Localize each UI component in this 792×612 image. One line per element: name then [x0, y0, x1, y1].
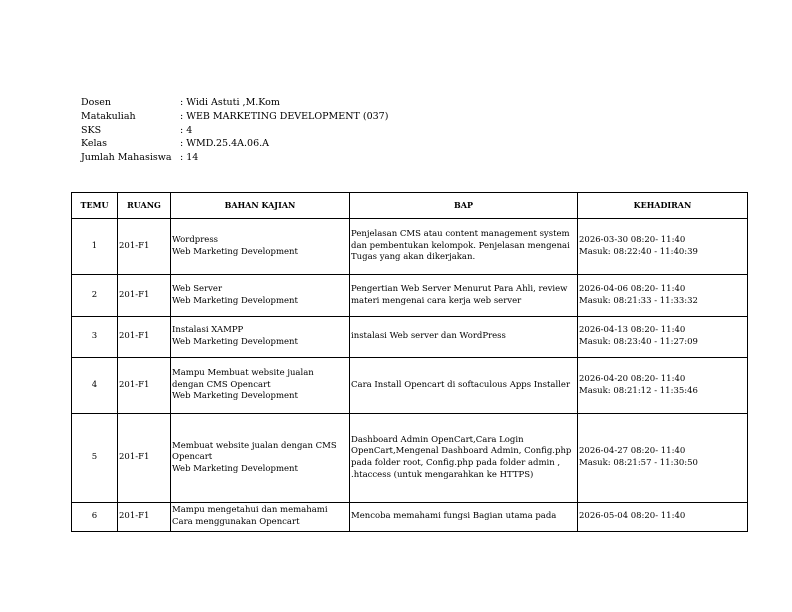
header-kehadiran: KEHADIRAN — [578, 193, 748, 219]
cell-bahan-kajian — [171, 358, 350, 414]
cell-ruang: 201-F1 — [118, 358, 171, 414]
info-row-dosen — [81, 96, 388, 110]
cell-bap: instalasi Web server dan WordPress — [350, 317, 578, 358]
bahan-course: Web Marketing Development — [172, 246, 298, 257]
info-label: Jumlah Mahasiswa — [81, 152, 172, 164]
info-label: Dosen — [81, 97, 111, 108]
kehadiran-jadwal: 2026-04-06 08:20- 11:40 — [579, 283, 686, 294]
kehadiran-masuk: Masuk: 08:22:40 - 11:40:39 — [579, 246, 698, 257]
cell-ruang: 201-F1 — [118, 275, 171, 317]
cell-temu: 5 — [72, 414, 118, 503]
table-row — [72, 275, 748, 317]
kehadiran-masuk: Masuk: 08:21:33 - 11:33:32 — [579, 295, 698, 306]
kehadiran-jadwal: 2026-04-27 08:20- 11:40 — [579, 446, 686, 457]
table-row — [72, 317, 748, 358]
cell-bahan-kajian — [171, 503, 350, 532]
info-label: Matakuliah — [81, 110, 136, 122]
cell-bahan-kajian — [171, 275, 350, 317]
cell-ruang: 201-F1 — [118, 503, 171, 532]
cell-bap: Dashboard Admin OpenCart,Cara Login OpenCart,Mengenal Dashboard Admin, Config.php pada folder root, Config.php pada folder admin , .htaccess (untuk mengarahkan ke HTTPS) — [350, 414, 578, 503]
kehadiran-jadwal: 2026-05-04 08:20- 11:40 — [579, 511, 686, 522]
kehadiran-masuk: Masuk: 08:21:57 - 11:30:50 — [579, 458, 698, 468]
info-value: : WMD.25.4A.06.A — [180, 138, 270, 150]
header-bap: BAP — [350, 193, 578, 219]
table-row — [72, 503, 748, 532]
bahan-course: Web Marketing Development — [172, 391, 298, 402]
cell-ruang: 201-F1 — [118, 414, 171, 503]
attendance-table — [71, 192, 748, 532]
cell-kehadiran — [578, 275, 748, 317]
info-value: : 14 — [180, 152, 199, 164]
bahan-topic: Membuat website jualan dengan CMS Opencart — [172, 440, 337, 463]
cell-temu: 2 — [72, 275, 118, 317]
kehadiran-masuk: Masuk: 08:21:12 - 11:35:46 — [579, 385, 698, 396]
header-bahan-kajian: BAHAN KAJIAN — [171, 193, 350, 219]
cell-ruang: 201-F1 — [118, 317, 171, 358]
table-row — [72, 358, 748, 414]
info-row-sks — [81, 124, 388, 138]
bahan-topic: Mampu Membuat website jualan dengan CMS Opencart — [172, 368, 314, 390]
bahan-course: Web Marketing Development — [172, 337, 298, 347]
cell-bahan-kajian — [171, 219, 350, 275]
cell-bap: Cara Install Opencart di softaculous Apps Installer — [350, 358, 578, 414]
info-label: SKS — [81, 124, 102, 136]
cell-bap: Mencoba memahami fungsi Bagian utama pada — [350, 503, 578, 532]
table-header-row — [72, 193, 748, 219]
cell-temu: 3 — [72, 317, 118, 358]
course-info — [81, 96, 388, 165]
cell-kehadiran — [578, 219, 748, 275]
cell-bap: Pengertian Web Server Menurut Para Ahli, review materi mengenai cara kerja web server — [350, 275, 578, 317]
kehadiran-jadwal: 2026-03-30 08:20- 11:40 — [579, 234, 686, 245]
info-label: Kelas — [81, 138, 108, 150]
header-ruang: RUANG — [118, 193, 171, 219]
cell-temu: 6 — [72, 503, 118, 532]
cell-bahan-kajian — [171, 414, 350, 503]
bahan-topic: Web Server — [172, 283, 223, 294]
bahan-topic: Instalasi XAMPP — [172, 325, 244, 336]
info-value: : 4 — [180, 124, 193, 136]
kehadiran-masuk: Masuk: 08:23:40 - 11:27:09 — [579, 337, 698, 347]
info-row-matakuliah — [81, 110, 388, 124]
kehadiran-jadwal: 2026-04-20 08:20- 11:40 — [579, 373, 686, 384]
bahan-course: Web Marketing Development — [172, 295, 298, 306]
kehadiran-jadwal: 2026-04-13 08:20- 11:40 — [579, 325, 686, 336]
info-row-jumlah-mahasiswa — [81, 151, 388, 165]
info-value: : WEB MARKETING DEVELOPMENT (037) — [180, 110, 389, 122]
cell-kehadiran — [578, 317, 748, 358]
bahan-topic: Mampu mengetahui dan memahami Cara menggunakan Opencart — [172, 505, 328, 527]
cell-temu: 4 — [72, 358, 118, 414]
header-temu: TEMU — [72, 193, 118, 219]
cell-kehadiran — [578, 358, 748, 414]
info-value: : Widi Astuti ,M.Kom — [180, 97, 280, 108]
table-row — [72, 219, 748, 275]
cell-temu: 1 — [72, 219, 118, 275]
cell-kehadiran — [578, 503, 748, 532]
bahan-course: Web Marketing Development — [172, 463, 298, 474]
cell-kehadiran — [578, 414, 748, 503]
bahan-topic: Wordpress — [172, 234, 219, 245]
info-row-kelas — [81, 137, 388, 151]
cell-bap: Penjelasan CMS atau content management system dan pembentukan kelompok. Penjelasan mengenai Tugas yang akan dikerjakan. — [350, 219, 578, 275]
cell-ruang: 201-F1 — [118, 219, 171, 275]
table-row — [72, 414, 748, 503]
cell-bahan-kajian — [171, 317, 350, 358]
